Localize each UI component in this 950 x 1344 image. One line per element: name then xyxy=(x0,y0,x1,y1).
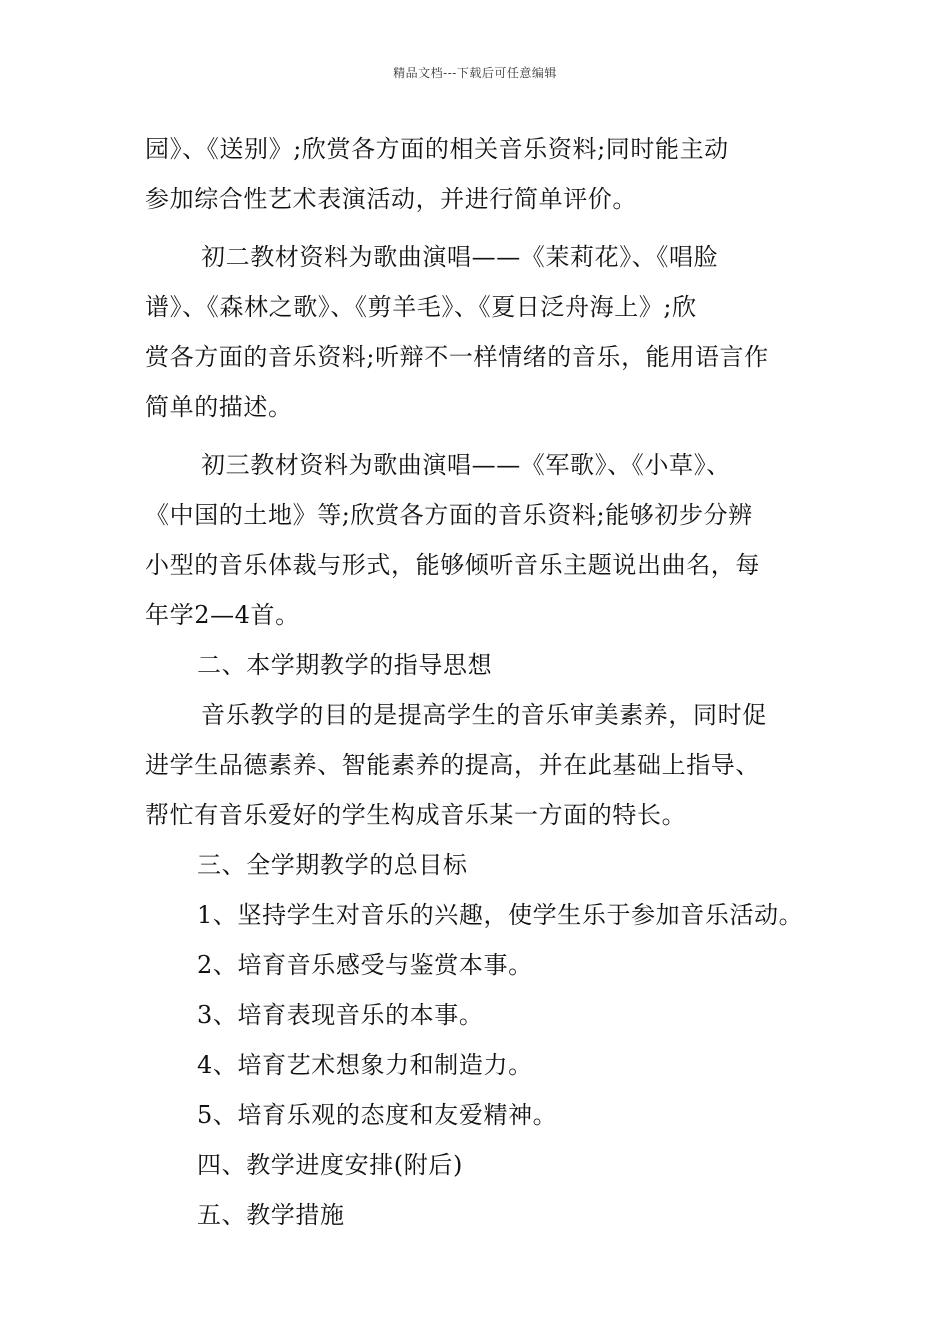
page-header: 精品文档---下载后可任意编辑 xyxy=(393,66,557,80)
text-line: 进学生品德素养、智能素养的提高，并在此基础上指导、 xyxy=(145,751,760,779)
text-line: 小型的音乐体裁与形式，能够倾听音乐主题说出曲名，每 xyxy=(145,551,760,579)
section-heading: 五、教学措施 xyxy=(197,1201,345,1229)
text-line: 音乐教学的目的是提高学生的音乐审美素养，同时促 xyxy=(201,701,767,729)
list-item: 5、培育乐观的态度和友爱精神。 xyxy=(197,1101,558,1129)
text-line: 初二教材资料为歌曲演唱——《茉莉花》、《唱脸 xyxy=(201,243,719,271)
section-heading: 三、全学期教学的总目标 xyxy=(197,851,468,879)
section-heading: 四、教学进度安排(附后) xyxy=(197,1151,463,1179)
list-item: 1、坚持学生对音乐的兴趣，使学生乐于参加音乐活动。 xyxy=(197,901,804,929)
text-line: 年学2—4首。 xyxy=(145,601,300,629)
paragraph-continuation xyxy=(145,124,815,224)
text-line: 简单的描述。 xyxy=(145,393,293,421)
text-line: 谱》、《森林之歌》、《剪羊毛》、《夏日泛舟海上》;欣 xyxy=(145,293,697,321)
text-line: 园》、《送别》;欣赏各方面的相关音乐资料;同时能主动 xyxy=(145,135,729,163)
text-line: 参加综合性艺术表演活动，并进行简单评价。 xyxy=(145,185,637,213)
text-line: 帮忙有音乐爱好的学生构成音乐某一方面的特长。 xyxy=(145,801,687,829)
list-item: 2、培育音乐感受与鉴赏本事。 xyxy=(197,951,533,979)
section-heading: 二、本学期教学的指导思想 xyxy=(197,651,493,679)
text-line: 初三教材资料为歌曲演唱——《军歌》、《小草》、 xyxy=(201,451,731,479)
document-body xyxy=(145,124,815,1240)
paragraph-grade-three xyxy=(145,440,815,640)
text-line: 赏各方面的音乐资料;听辩不一样情绪的音乐，能用语言作 xyxy=(145,343,769,371)
paragraph-grade-two xyxy=(145,232,815,432)
paragraph-guiding-idea xyxy=(145,690,815,840)
list-item: 3、培育表现音乐的本事。 xyxy=(197,1001,484,1029)
list-item: 4、培育艺术想象力和制造力。 xyxy=(197,1051,533,1079)
text-line: 《中国的土地》等;欣赏各方面的音乐资料;能够初步分辨 xyxy=(145,501,753,529)
